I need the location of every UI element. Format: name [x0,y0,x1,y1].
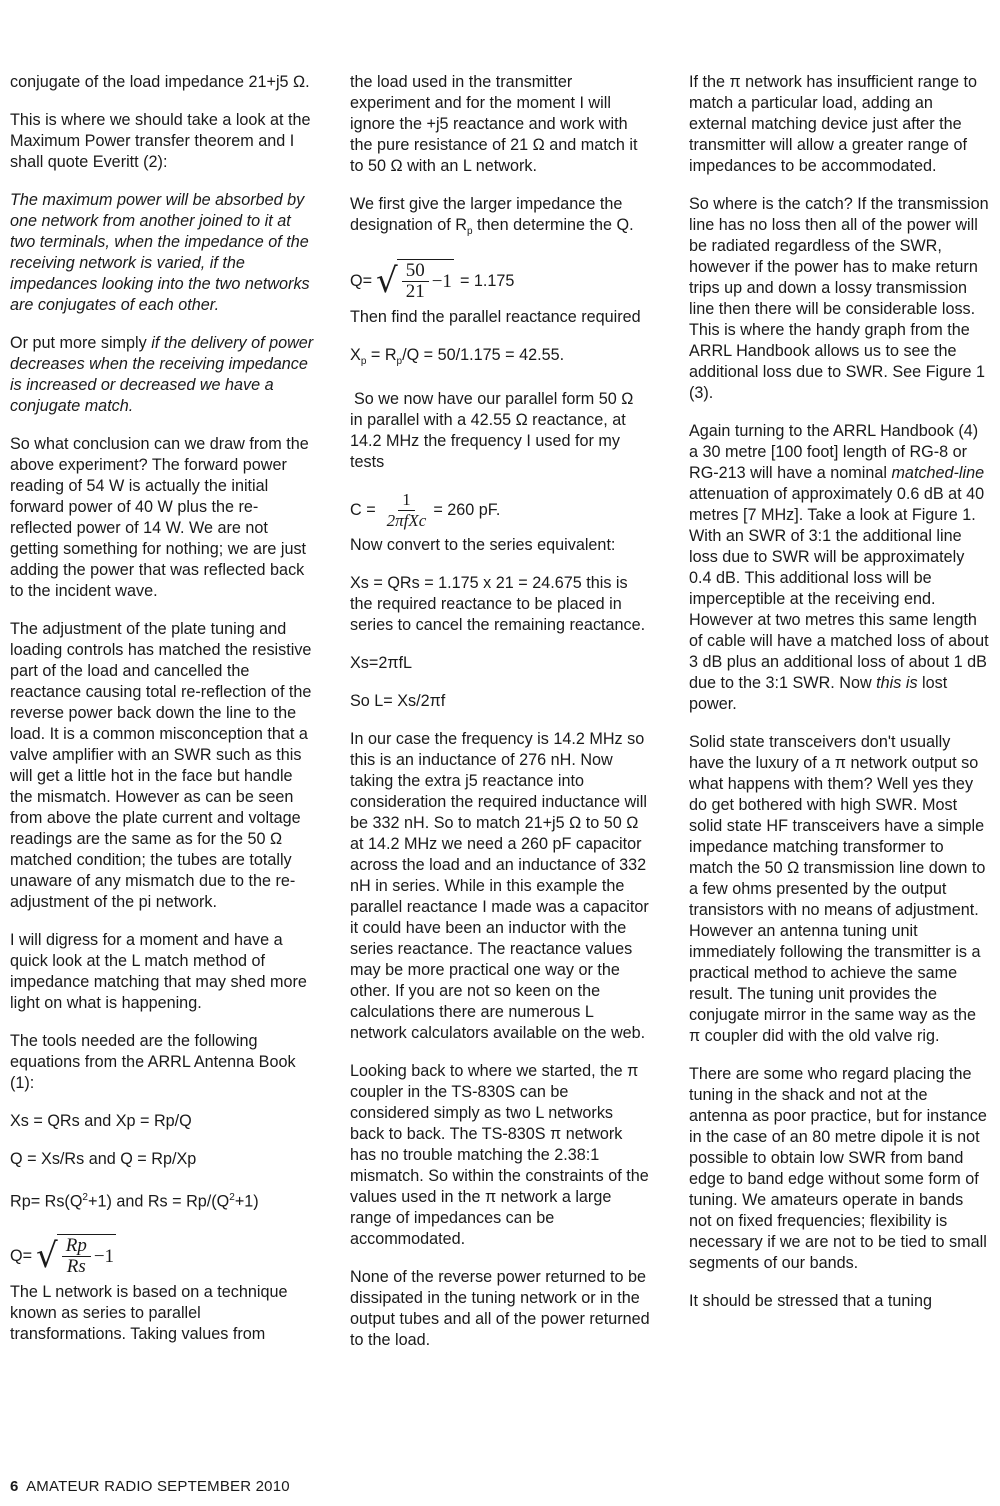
paragraph: In our case the frequency is 14.2 MHz so this is an inductance of 276 nH. Now taking the extra j5 reactance into consideration the required inductance will be 332 nH. So to match 21+j5 Ω to 50 Ω at 14.2 MHz we need a 260 pF capacitor across the load and an inductance of 332 nH in series. While in this example the parallel reactance I made was a capacitor it could have been an inductor with the series reactance. The reactance values may be more practical one way or the other. If you are not so keen on the calculations there are numerous L network calculators available on the web. [350,730,649,1043]
paragraph [689,421,989,715]
text-run: = R [366,346,397,365]
text-run: +1) and Rs = Rp/(Q [87,1192,230,1211]
column-3 [689,72,989,1329]
paragraph: This is where we should take a look at the Maximum Power transfer theorem and I shall quote Everitt (2): [10,111,311,171]
text-run: Again turning to the ARRL Handbook (4) a 30 metre [100 foot] length of RG-8 or RG-213 will have a nominal [689,422,979,482]
paragraph: Now convert to the series equivalent: [350,536,616,555]
paragraph: the load used in the transmitter experiment and for the moment I will ignore the +j5 reactance and work with the pure resistance of 21 Ω and match it to 50 Ω with an L network. [350,73,638,175]
numerator: Rp [62,1236,91,1257]
page-number: 6 [10,1478,19,1495]
paragraph: So what conclusion can we draw from the above experiment? The forward power reading of 54 W is actually the initial forward power of 40 W plus the re-reflected power of 14 W. We are not getting something for nothing; we are just adding the power that was reflected back to the incident wave. [10,435,309,600]
paragraph: The L network is based on a technique known as series to parallel transformations. Taking values from [10,1283,288,1344]
equation-tail: −1 [431,271,452,293]
equation-tail: −1 [93,1246,115,1268]
paragraph: The tools needed are the following equations from the ARRL Antenna Book (1): [10,1032,296,1092]
radical-sign: √ [376,261,398,302]
text-run: Or put more simply [10,334,152,352]
denominator: 21 [405,281,425,303]
italic-run: this is [876,674,918,692]
paragraph: It should be stressed that a tuning [689,1292,932,1310]
numerator: 50 [402,261,429,282]
numerator: 1 [398,490,415,511]
column-1 [10,72,315,1362]
equation: Xs=2πfL [350,654,413,673]
square-root [376,259,454,303]
equation [10,1187,315,1212]
denominator: Rs [66,1256,86,1278]
paragraph: There are some who regard placing the tuning in the shack and not at the antenna as poor practice, but for instance in the case of an 80 metre dipole it is not possible to obtain low SWR from band edge to band edge without some form of tuning. We amateurs operate in bands not on fixed frequencies; flexibility is necessary if we are not to be tied to small segments of our bands. [689,1065,987,1272]
c-equation [350,490,650,531]
equation [350,345,650,372]
subscript: p [396,356,403,368]
square-root [36,1234,116,1278]
text-run: /Q = 50/1.175 = 42.55. [402,346,565,365]
text-run: Rp= Rs(Q [10,1192,83,1211]
equation: Xs = QRs and Xp = Rp/Q [10,1112,192,1130]
radical-sign: √ [36,1236,58,1277]
text-run: then determine the Q. [472,216,634,234]
equation-result: = 1.175 [459,271,515,290]
q-equation [350,259,650,303]
radicand [57,1234,116,1278]
italic-run: if the delivery of power decreases when the receiving impedance is increased or decreased we have a conjugate match. [10,334,314,415]
superscript: 2 [229,1192,235,1203]
paragraph: If the π network has insufficient range to match a particular load, adding an external matching device just after the transmitter will allow a greater range of impedances to be accommodated. [689,73,978,175]
column-2 [350,72,650,1368]
page-footer [10,1478,290,1495]
equation: So L= Xs/2πf [350,692,446,711]
radicand [397,259,454,303]
denominator: 2πfXc [386,511,427,531]
paragraph: Solid state transceivers don't usually have the luxury of a π network output so what happens with them? Well yes they do get bothered with high SWR. Most solid state HF transceivers have a simple impedance matching transformer to match the 50 Ω transmission line down to a few ohms presented by the output transistors with no means of adjustment. However an antenna tuning unit immediately following the transmitter is a practical method to achieve the same result. The tuning unit provides the conjugate mirror in the same way as the π coupler did with the old valve rig. [689,733,986,1045]
text-run: +1) [234,1192,259,1211]
equation-label: C = [350,501,376,520]
equation-result: = 260 pF. [433,501,501,520]
equation: Q = Xs/Rs and Q = Rp/Xp [10,1150,197,1168]
subscript: p [360,356,367,368]
subscript: p [467,226,473,238]
paragraph: None of the reverse power returned to be dissipated in the tuning network or in the output tubes and all of the power returned to the load. [350,1268,650,1350]
text-run: We first give the larger impedance the designation of R [350,195,623,234]
text-run: lost power. [689,674,948,713]
equation-label: Q= [10,1246,33,1265]
equation-label: Q= [350,271,373,290]
superscript: 2 [82,1192,88,1203]
italic-run: matched-line [891,464,985,482]
text-run: attenuation of approximately 0.6 dB at 40 metres [7 MHz]. Take a look at Figure 1. With an SWR of 3:1 the additional line loss due to SWR will be approximately 0.4 dB. This additional loss will be imperceptible at the receiving end. However at two metres this same length of cable will have a matched loss of about 3 dB plus an additional loss of about 1 dB due to the 3:1 SWR. Now [689,485,989,692]
paragraph: I will digress for a moment and have a quick look at the L match method of impedance matching that may shed more light on what is happening. [10,931,307,1012]
paragraph: Then find the parallel reactance required [350,308,641,327]
q-sqrt-equation [10,1234,315,1278]
paragraph: conjugate of the load impedance 21+j5 Ω. [10,73,310,91]
quote-paragraph: The maximum power will be absorbed by one network from another joined to it at two terminals, when the impedance of the receiving network is varied, if the impedances looking into the two networks are conjugates of each other. [10,191,310,314]
paragraph: The adjustment of the plate tuning and loading controls has matched the resistive part of the load and cancelled the reactance causing total re-reflection of the reverse power back down the line to the load. It is a common misconception that a valve amplifier with an SWR such as this will get a little hot in the face but handle the mismatch. However as can be seen from above the plate current and voltage readings are the same as for the 50 Ω matched condition; the tubes are totally unaware of any mismatch due to the re-adjustment of the pi network. [10,620,312,911]
paragraph: Xs = QRs = 1.175 x 21 = 24.675 this is the required reactance to be placed in series to cancel the remaining reactance. [350,574,646,635]
text-run: X [350,346,361,365]
fraction [402,261,429,302]
footer-publication: AMATEUR RADIO SEPTEMBER 2010 [26,1478,290,1495]
paragraph [10,333,315,417]
fraction [62,1236,91,1277]
paragraph: So where is the catch? If the transmission line has no loss then all of the power will be radiated regardless of the SWR, however if the power has to make return trips up and down a lossy transmission line then there will be considerable loss. This is where the handy graph from the ARRL Handbook allows us to see the additional loss due to SWR. See Figure 1 (3). [689,195,989,402]
fraction [383,490,431,531]
paragraph: So we now have our parallel form 50 Ω in parallel with a 42.55 Ω reactance, at 14.2 MHz the frequency I used for my tests [350,390,634,472]
paragraph [350,194,650,242]
paragraph: Looking back to where we started, the π coupler in the TS-830S can be considered simply as two L networks back to back. The TS-830S π network has no trouble matching the 2.38:1 mismatch. So within the constraints of the values used in the π network a large range of impedances can be accommodated. [350,1062,649,1249]
